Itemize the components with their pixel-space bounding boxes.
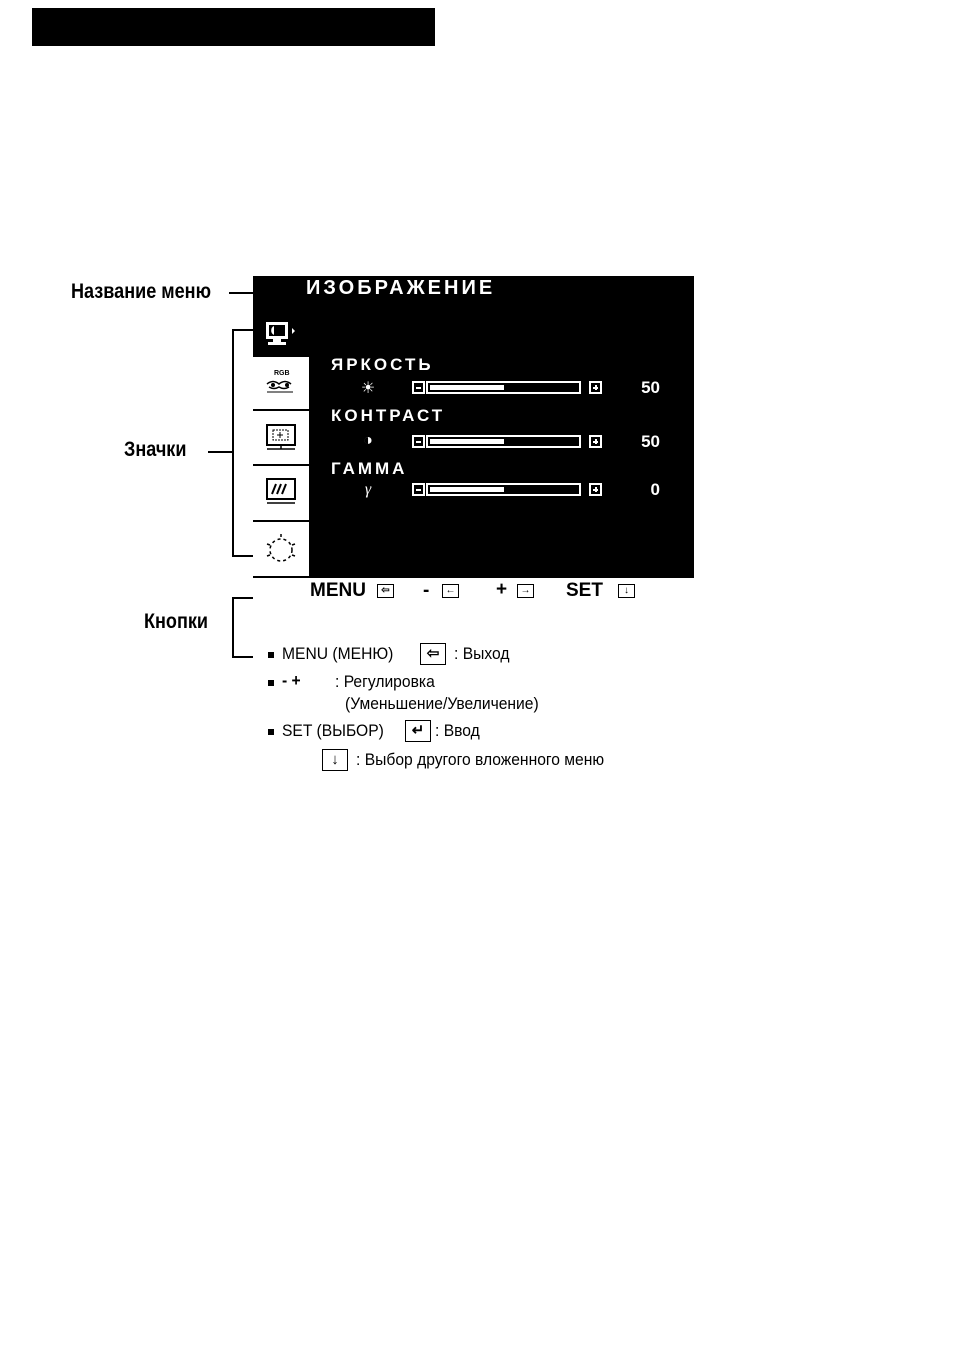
monitor-picture-icon [253, 317, 313, 357]
legend-down-desc: : Выбор другого вложенного меню [356, 750, 605, 769]
icons-label: Значки [124, 438, 187, 461]
contrast-decrease-button[interactable] [412, 435, 425, 448]
legend-menu-desc: : Выход [454, 644, 510, 663]
sidebar-divider [253, 464, 309, 466]
brightness-value: 50 [641, 378, 660, 397]
gamma-increase-button[interactable] [589, 483, 602, 496]
sidebar-divider [253, 520, 309, 522]
contrast-icon: ◑ [363, 432, 373, 449]
tracking-icon [253, 468, 309, 518]
menu-name-label: Название меню [71, 280, 212, 303]
exit-icon: ⇦ [420, 643, 446, 665]
buttons-label: Кнопки [144, 610, 209, 633]
gamma-decrease-button[interactable] [412, 483, 425, 496]
minus-button-label[interactable]: - [423, 580, 430, 601]
legend-set-desc: : Ввод [435, 721, 480, 740]
down-arrow-key-icon: ↓ [618, 584, 635, 598]
buttons-bracket-bottom [232, 656, 253, 658]
screen-position-icon [253, 413, 309, 461]
icons-bracket-top [232, 329, 253, 331]
contrast-slider-fill [430, 439, 504, 444]
contrast-increase-button[interactable] [589, 435, 602, 448]
plus-button-label[interactable]: + [496, 579, 508, 600]
brightness-icon: ☀ [360, 380, 376, 397]
legend-adjust-keys: - + [282, 671, 301, 690]
icons-bracket-bottom [232, 555, 253, 557]
left-arrow-key-icon: ← [442, 584, 459, 598]
right-arrow-key-icon: → [517, 584, 534, 598]
gamma-value: 0 [650, 480, 660, 499]
setup-icon [253, 524, 309, 574]
legend-menu-text: MENU (МЕНЮ) [282, 644, 394, 663]
bullet [268, 680, 274, 686]
brightness-slider[interactable] [426, 381, 581, 394]
buttons-bracket-top [232, 597, 253, 599]
brightness-decrease-button[interactable] [412, 381, 425, 394]
contrast-slider[interactable] [426, 435, 581, 448]
menu-button-label[interactable]: MENU [310, 580, 366, 601]
bullet [268, 729, 274, 735]
rgb-color-icon [253, 362, 309, 406]
enter-icon: ↵ [405, 720, 431, 742]
contrast-label: КОНТРАСТ [331, 406, 446, 425]
sidebar-item-setup[interactable] [253, 524, 309, 574]
sidebar-item-position[interactable] [253, 413, 309, 461]
brightness-increase-button[interactable] [589, 381, 602, 394]
set-button-label[interactable]: SET [566, 580, 603, 601]
icons-leader [208, 451, 234, 453]
page-header-bar [32, 8, 435, 46]
icons-bracket [232, 329, 234, 557]
legend-set-text: SET (ВЫБОР) [282, 721, 384, 740]
sidebar-divider [253, 409, 309, 411]
gamma-icon: γ [364, 481, 372, 498]
brightness-label: ЯРКОСТЬ [331, 355, 434, 374]
contrast-value: 50 [641, 432, 660, 451]
rgb-text: RGB [274, 370, 290, 377]
buttons-bracket [232, 597, 234, 658]
menu-name-leader [229, 292, 253, 294]
legend-adjust-desc2: (Уменьшение/Увеличение) [345, 694, 539, 713]
sidebar-item-tracking[interactable] [253, 468, 309, 518]
exit-key-icon: ⇦ [377, 584, 394, 598]
brightness-slider-fill [430, 385, 504, 390]
gamma-slider[interactable] [426, 483, 581, 496]
bullet [268, 652, 274, 658]
down-arrow-icon: ↓ [322, 749, 348, 771]
sidebar-item-picture[interactable] [253, 317, 309, 357]
legend-adjust-desc: : Регулировка [335, 672, 435, 691]
osd-menu-title: ИЗОБРАЖЕНИЕ [306, 277, 496, 299]
gamma-label: ГАММА [331, 459, 408, 478]
sidebar-item-color[interactable] [253, 362, 309, 406]
gamma-slider-fill [430, 487, 504, 492]
